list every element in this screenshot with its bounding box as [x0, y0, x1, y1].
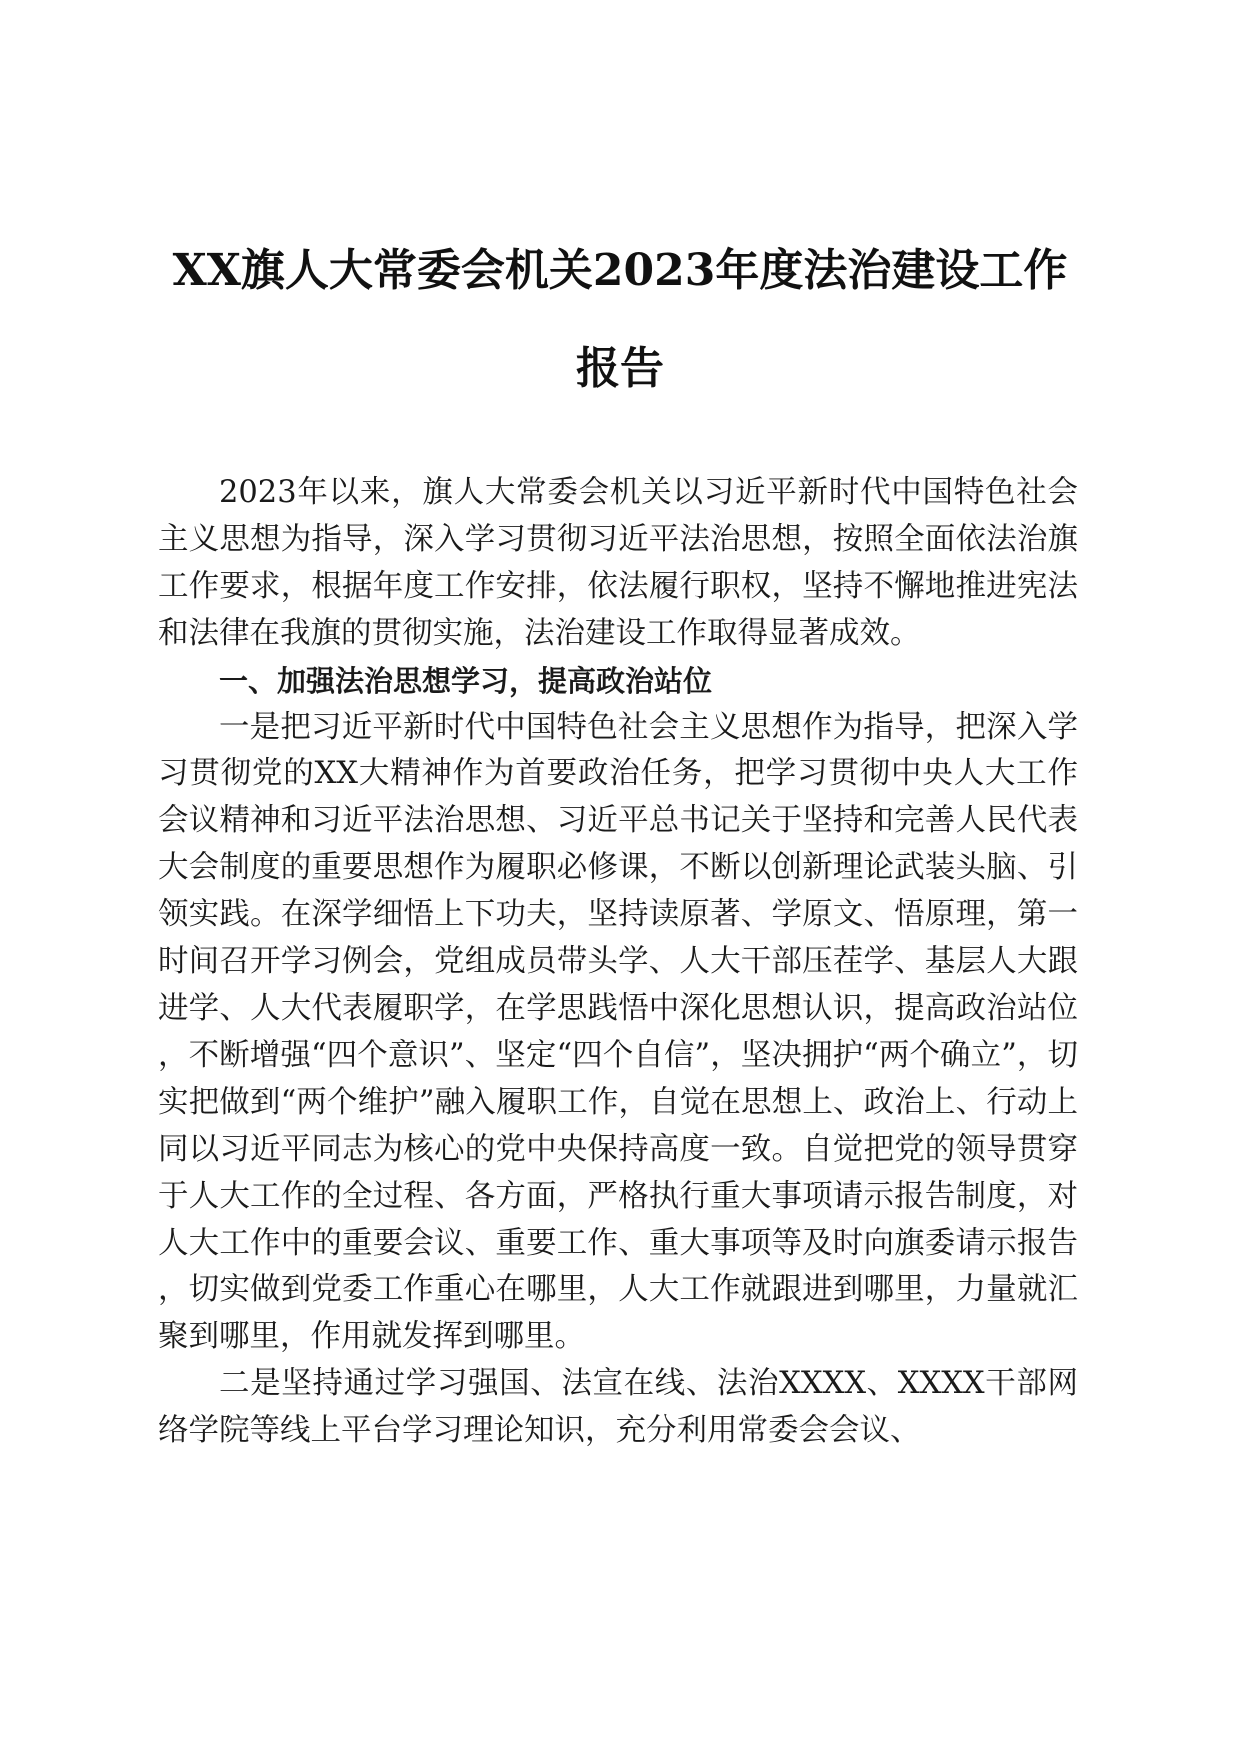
body-paragraph-1: 一是把习近平新时代中国特色社会主义思想作为指导，把深入学习贯彻党的XX大精神作为首要政治任务，把学习贯彻中央人大工作会议精神和习近平法治思想、习近平总书记关于坚持和完善人民代表大会制度的重要思想作为履职必修课，不断以创新理论武装头脑、引领实践。在深学细悟上下功夫，坚持读原著、学原文、悟原理，第一时间召开学习例会，党组成员带头学、人大干部压茬学、基层人大跟进学、人大代表履职学，在学思践悟中深化思想认识，提高政治站位，不断增强“四个意识”、坚定“四个自信”，坚决拥护“两个确立”，切实把做到“两个维护”融入履职工作，自觉在思想上、政治上、行动上同以习近平同志为核心的党中央保持高度一致。自觉把党的领导贯穿于人大工作的全过程、各方面，严格执行重大事项请示报告制度，对人大工作中的重要会议、重要工作、重大事项等及时向旗委请示报告，切实做到党委工作重心在哪里，人大工作就跟进到哪里，力量就汇聚到哪里，作用就发挥到哪里。	[158, 709, 1078, 1355]
section-heading-1: 一、加强法治思想学习，提高政治站位	[219, 663, 713, 698]
intro-paragraph: 2023年以来，旗人大常委会机关以习近平新时代中国特色社会主义思想为指导，深入学习贯彻习近平法治思想，按照全面依法治旗工作要求，根据年度工作安排，依法履行职权，坚持不懈地推进宪法和法律在我旗的贯彻实施，法治建设工作取得显著成效。	[158, 475, 1078, 651]
body-paragraph-2: 二是坚持通过学习强国、法宣在线、法治XXXX、XXXX干部网络学院等线上平台学习理论知识，充分利用常委会会议、	[158, 1366, 1078, 1449]
document-body	[158, 470, 1078, 1455]
document-title	[150, 222, 1090, 418]
document-title-line-2: 报告	[576, 343, 664, 394]
document-title-line-1: XX旗人大常委会机关2023年度法治建设工作	[172, 245, 1068, 296]
